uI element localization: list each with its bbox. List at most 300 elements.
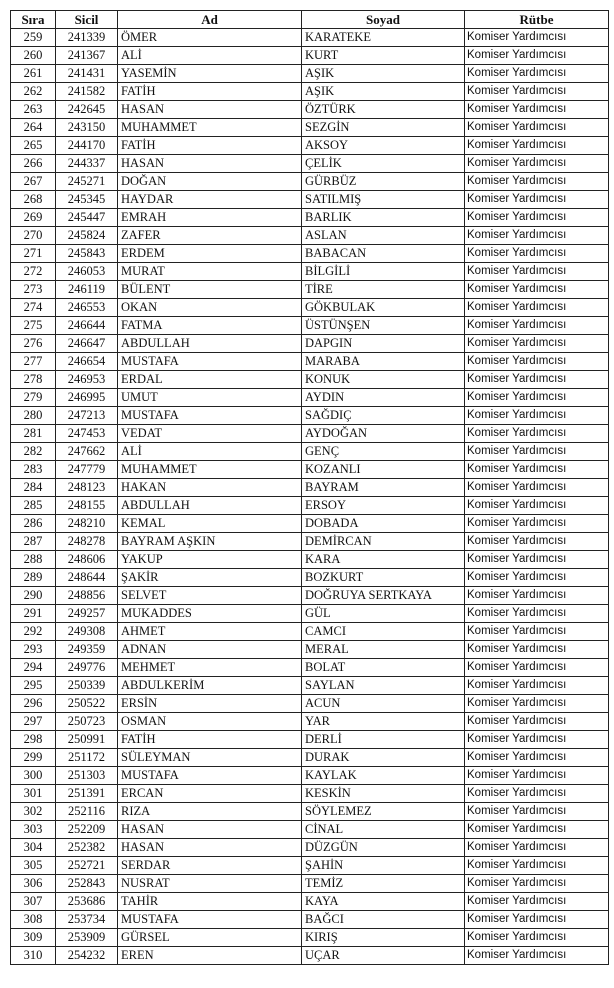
table-row: [11, 137, 609, 155]
cell-rutbe: Komiser Yardımcısı: [465, 713, 609, 731]
table-row: [11, 587, 609, 605]
cell-ad: ABDULKERİM: [118, 677, 302, 695]
cell-ad: KEMAL: [118, 515, 302, 533]
cell-sira: 263: [11, 101, 56, 119]
cell-rutbe: Komiser Yardımcısı: [465, 371, 609, 389]
cell-rutbe: Komiser Yardımcısı: [465, 911, 609, 929]
cell-ad: ERCAN: [118, 785, 302, 803]
cell-rutbe: Komiser Yardımcısı: [465, 677, 609, 695]
cell-rutbe: Komiser Yardımcısı: [465, 497, 609, 515]
cell-ad: HAKAN: [118, 479, 302, 497]
table-body: [11, 29, 609, 965]
cell-sira: 274: [11, 299, 56, 317]
cell-sira: 281: [11, 425, 56, 443]
cell-sira: 276: [11, 335, 56, 353]
table-row: [11, 857, 609, 875]
cell-soyad: BARLIK: [302, 209, 465, 227]
cell-rutbe: Komiser Yardımcısı: [465, 173, 609, 191]
cell-sira: 296: [11, 695, 56, 713]
table-row: [11, 65, 609, 83]
cell-ad: VEDAT: [118, 425, 302, 443]
cell-sira: 269: [11, 209, 56, 227]
cell-rutbe: Komiser Yardımcısı: [465, 461, 609, 479]
cell-soyad: BAYRAM: [302, 479, 465, 497]
cell-sira: 288: [11, 551, 56, 569]
cell-soyad: DÜZGÜN: [302, 839, 465, 857]
cell-ad: EMRAH: [118, 209, 302, 227]
cell-rutbe: Komiser Yardımcısı: [465, 155, 609, 173]
cell-sicil: 246953: [56, 371, 118, 389]
cell-rutbe: Komiser Yardımcısı: [465, 749, 609, 767]
cell-sira: 298: [11, 731, 56, 749]
cell-rutbe: Komiser Yardımcısı: [465, 605, 609, 623]
cell-rutbe: Komiser Yardımcısı: [465, 353, 609, 371]
table-row: [11, 605, 609, 623]
cell-sira: 267: [11, 173, 56, 191]
cell-ad: MUKADDES: [118, 605, 302, 623]
cell-ad: SERDAR: [118, 857, 302, 875]
cell-ad: GÜRSEL: [118, 929, 302, 947]
cell-sira: 272: [11, 263, 56, 281]
cell-sira: 264: [11, 119, 56, 137]
cell-soyad: KESKİN: [302, 785, 465, 803]
cell-rutbe: Komiser Yardımcısı: [465, 821, 609, 839]
cell-soyad: SAĞDIÇ: [302, 407, 465, 425]
cell-ad: MUHAMMET: [118, 461, 302, 479]
cell-sicil: 249257: [56, 605, 118, 623]
cell-ad: HAYDAR: [118, 191, 302, 209]
cell-rutbe: Komiser Yardımcısı: [465, 515, 609, 533]
cell-sicil: 246995: [56, 389, 118, 407]
cell-ad: BAYRAM AŞKIN: [118, 533, 302, 551]
cell-ad: MUHAMMET: [118, 119, 302, 137]
cell-rutbe: Komiser Yardımcısı: [465, 893, 609, 911]
header-sicil: Sicil: [56, 11, 118, 29]
cell-sicil: 247453: [56, 425, 118, 443]
cell-rutbe: Komiser Yardımcısı: [465, 263, 609, 281]
cell-ad: ERDEM: [118, 245, 302, 263]
cell-ad: EREN: [118, 947, 302, 965]
cell-sicil: 241339: [56, 29, 118, 47]
cell-sira: 277: [11, 353, 56, 371]
cell-ad: FATİH: [118, 137, 302, 155]
header-ad: Ad: [118, 11, 302, 29]
cell-rutbe: Komiser Yardımcısı: [465, 857, 609, 875]
cell-sira: 259: [11, 29, 56, 47]
cell-ad: ALİ: [118, 47, 302, 65]
cell-rutbe: Komiser Yardımcısı: [465, 587, 609, 605]
cell-rutbe: Komiser Yardımcısı: [465, 875, 609, 893]
cell-soyad: SÖYLEMEZ: [302, 803, 465, 821]
cell-ad: MEHMET: [118, 659, 302, 677]
cell-rutbe: Komiser Yardımcısı: [465, 101, 609, 119]
cell-ad: ERDAL: [118, 371, 302, 389]
cell-sira: 286: [11, 515, 56, 533]
table-row: [11, 551, 609, 569]
cell-rutbe: Komiser Yardımcısı: [465, 407, 609, 425]
cell-rutbe: Komiser Yardımcısı: [465, 839, 609, 857]
cell-ad: UMUT: [118, 389, 302, 407]
cell-sira: 283: [11, 461, 56, 479]
cell-sicil: 246647: [56, 335, 118, 353]
cell-sicil: 250522: [56, 695, 118, 713]
cell-ad: OSMAN: [118, 713, 302, 731]
cell-sicil: 244170: [56, 137, 118, 155]
table-row: [11, 461, 609, 479]
cell-sicil: 242645: [56, 101, 118, 119]
cell-ad: BÜLENT: [118, 281, 302, 299]
table-row: [11, 353, 609, 371]
table-row: [11, 191, 609, 209]
cell-ad: HASAN: [118, 101, 302, 119]
cell-rutbe: Komiser Yardımcısı: [465, 389, 609, 407]
cell-sira: 262: [11, 83, 56, 101]
cell-sicil: 248123: [56, 479, 118, 497]
cell-sira: 266: [11, 155, 56, 173]
cell-rutbe: Komiser Yardımcısı: [465, 335, 609, 353]
cell-sira: 273: [11, 281, 56, 299]
table-row: [11, 641, 609, 659]
cell-sicil: 252843: [56, 875, 118, 893]
cell-ad: MUSTAFA: [118, 767, 302, 785]
cell-sicil: 245824: [56, 227, 118, 245]
cell-soyad: AYDIN: [302, 389, 465, 407]
cell-soyad: ÖZTÜRK: [302, 101, 465, 119]
cell-soyad: KAYA: [302, 893, 465, 911]
cell-sicil: 253734: [56, 911, 118, 929]
table-row: [11, 659, 609, 677]
cell-soyad: CAMCI: [302, 623, 465, 641]
cell-rutbe: Komiser Yardımcısı: [465, 533, 609, 551]
cell-sicil: 244337: [56, 155, 118, 173]
cell-rutbe: Komiser Yardımcısı: [465, 443, 609, 461]
cell-soyad: TİRE: [302, 281, 465, 299]
cell-sicil: 246119: [56, 281, 118, 299]
cell-sira: 293: [11, 641, 56, 659]
cell-sicil: 250339: [56, 677, 118, 695]
cell-soyad: ÜSTÜNŞEN: [302, 317, 465, 335]
table-row: [11, 713, 609, 731]
table-row: [11, 299, 609, 317]
cell-sira: 282: [11, 443, 56, 461]
cell-sicil: 247779: [56, 461, 118, 479]
cell-sira: 303: [11, 821, 56, 839]
table-row: [11, 119, 609, 137]
cell-rutbe: Komiser Yardımcısı: [465, 425, 609, 443]
cell-ad: ŞAKİR: [118, 569, 302, 587]
table-row: [11, 209, 609, 227]
cell-sicil: 253909: [56, 929, 118, 947]
cell-sicil: 247213: [56, 407, 118, 425]
table-row: [11, 47, 609, 65]
cell-sira: 260: [11, 47, 56, 65]
cell-rutbe: Komiser Yardımcısı: [465, 659, 609, 677]
table-row: [11, 479, 609, 497]
cell-sira: 304: [11, 839, 56, 857]
cell-sira: 305: [11, 857, 56, 875]
cell-sicil: 248278: [56, 533, 118, 551]
cell-ad: ÖMER: [118, 29, 302, 47]
cell-rutbe: Komiser Yardımcısı: [465, 281, 609, 299]
table-row: [11, 83, 609, 101]
table-row: [11, 821, 609, 839]
table-row: [11, 371, 609, 389]
cell-sicil: 248856: [56, 587, 118, 605]
header-sira: Sıra: [11, 11, 56, 29]
cell-sira: 284: [11, 479, 56, 497]
cell-ad: RIZA: [118, 803, 302, 821]
cell-sira: 280: [11, 407, 56, 425]
cell-ad: ABDULLAH: [118, 335, 302, 353]
cell-sira: 292: [11, 623, 56, 641]
table-row: [11, 623, 609, 641]
cell-soyad: DOBADA: [302, 515, 465, 533]
table-row: [11, 155, 609, 173]
cell-soyad: DURAK: [302, 749, 465, 767]
table-row: [11, 911, 609, 929]
cell-sicil: 250991: [56, 731, 118, 749]
table-row: [11, 407, 609, 425]
cell-sicil: 254232: [56, 947, 118, 965]
cell-ad: FATİH: [118, 83, 302, 101]
table-row: [11, 425, 609, 443]
cell-sira: 291: [11, 605, 56, 623]
cell-ad: YAKUP: [118, 551, 302, 569]
cell-sicil: 251303: [56, 767, 118, 785]
cell-rutbe: Komiser Yardımcısı: [465, 65, 609, 83]
cell-sira: 308: [11, 911, 56, 929]
cell-sicil: 252116: [56, 803, 118, 821]
cell-sira: 290: [11, 587, 56, 605]
cell-sicil: 248606: [56, 551, 118, 569]
cell-ad: FATİH: [118, 731, 302, 749]
table-row: [11, 29, 609, 47]
cell-soyad: DAPGIN: [302, 335, 465, 353]
cell-sicil: 246644: [56, 317, 118, 335]
cell-soyad: CİNAL: [302, 821, 465, 839]
cell-sira: 300: [11, 767, 56, 785]
cell-sicil: 245843: [56, 245, 118, 263]
cell-sira: 307: [11, 893, 56, 911]
cell-soyad: GÖKBULAK: [302, 299, 465, 317]
cell-sira: 261: [11, 65, 56, 83]
cell-sicil: 247662: [56, 443, 118, 461]
cell-ad: FATMA: [118, 317, 302, 335]
cell-soyad: ŞAHİN: [302, 857, 465, 875]
cell-soyad: MERAL: [302, 641, 465, 659]
cell-rutbe: Komiser Yardımcısı: [465, 47, 609, 65]
table-header-row: [11, 11, 609, 29]
cell-sira: 278: [11, 371, 56, 389]
cell-sira: 306: [11, 875, 56, 893]
cell-ad: MUSTAFA: [118, 353, 302, 371]
cell-sira: 271: [11, 245, 56, 263]
table-row: [11, 785, 609, 803]
cell-rutbe: Komiser Yardımcısı: [465, 227, 609, 245]
cell-soyad: SAYLAN: [302, 677, 465, 695]
cell-sicil: 248210: [56, 515, 118, 533]
table-row: [11, 263, 609, 281]
cell-sicil: 246654: [56, 353, 118, 371]
cell-ad: ERSİN: [118, 695, 302, 713]
cell-sira: 297: [11, 713, 56, 731]
cell-sira: 299: [11, 749, 56, 767]
table-row: [11, 245, 609, 263]
cell-soyad: DOĞRUYA SERTKAYA: [302, 587, 465, 605]
cell-rutbe: Komiser Yardımcısı: [465, 731, 609, 749]
cell-ad: TAHİR: [118, 893, 302, 911]
table-row: [11, 947, 609, 965]
cell-soyad: KOZANLI: [302, 461, 465, 479]
cell-ad: ADNAN: [118, 641, 302, 659]
cell-sira: 265: [11, 137, 56, 155]
cell-sicil: 251391: [56, 785, 118, 803]
cell-sira: 295: [11, 677, 56, 695]
cell-rutbe: Komiser Yardımcısı: [465, 83, 609, 101]
cell-ad: ALİ: [118, 443, 302, 461]
cell-ad: HASAN: [118, 839, 302, 857]
cell-sicil: 249308: [56, 623, 118, 641]
table-row: [11, 101, 609, 119]
personnel-table: [10, 10, 609, 965]
cell-soyad: KIRIŞ: [302, 929, 465, 947]
cell-soyad: BAĞCI: [302, 911, 465, 929]
cell-soyad: AKSOY: [302, 137, 465, 155]
cell-sicil: 249359: [56, 641, 118, 659]
cell-sira: 310: [11, 947, 56, 965]
table-row: [11, 335, 609, 353]
cell-rutbe: Komiser Yardımcısı: [465, 317, 609, 335]
cell-ad: HASAN: [118, 821, 302, 839]
cell-soyad: ÇELİK: [302, 155, 465, 173]
cell-sicil: 246053: [56, 263, 118, 281]
table-row: [11, 227, 609, 245]
cell-sira: 309: [11, 929, 56, 947]
cell-soyad: KONUK: [302, 371, 465, 389]
cell-rutbe: Komiser Yardımcısı: [465, 947, 609, 965]
cell-sicil: 246553: [56, 299, 118, 317]
cell-rutbe: Komiser Yardımcısı: [465, 119, 609, 137]
cell-sicil: 248644: [56, 569, 118, 587]
table-row: [11, 173, 609, 191]
cell-ad: DOĞAN: [118, 173, 302, 191]
cell-ad: ZAFER: [118, 227, 302, 245]
cell-ad: ABDULLAH: [118, 497, 302, 515]
cell-ad: HASAN: [118, 155, 302, 173]
cell-soyad: KAYLAK: [302, 767, 465, 785]
cell-soyad: MARABA: [302, 353, 465, 371]
table-row: [11, 677, 609, 695]
cell-soyad: ACUN: [302, 695, 465, 713]
cell-rutbe: Komiser Yardımcısı: [465, 623, 609, 641]
cell-rutbe: Komiser Yardımcısı: [465, 785, 609, 803]
header-soyad: Soyad: [302, 11, 465, 29]
cell-rutbe: Komiser Yardımcısı: [465, 767, 609, 785]
cell-soyad: KARA: [302, 551, 465, 569]
cell-sira: 287: [11, 533, 56, 551]
cell-sira: 270: [11, 227, 56, 245]
cell-sicil: 249776: [56, 659, 118, 677]
cell-soyad: ASLAN: [302, 227, 465, 245]
header-rutbe: Rütbe: [465, 11, 609, 29]
table-row: [11, 893, 609, 911]
cell-rutbe: Komiser Yardımcısı: [465, 929, 609, 947]
cell-sicil: 245271: [56, 173, 118, 191]
table-row: [11, 839, 609, 857]
cell-rutbe: Komiser Yardımcısı: [465, 695, 609, 713]
cell-sicil: 252209: [56, 821, 118, 839]
cell-rutbe: Komiser Yardımcısı: [465, 803, 609, 821]
cell-ad: SELVET: [118, 587, 302, 605]
cell-sira: 275: [11, 317, 56, 335]
table-row: [11, 875, 609, 893]
table-row: [11, 803, 609, 821]
cell-ad: OKAN: [118, 299, 302, 317]
cell-rutbe: Komiser Yardımcısı: [465, 209, 609, 227]
table-row: [11, 497, 609, 515]
cell-soyad: GÜL: [302, 605, 465, 623]
table-row: [11, 569, 609, 587]
cell-sira: 279: [11, 389, 56, 407]
table-row: [11, 281, 609, 299]
table-row: [11, 929, 609, 947]
cell-sira: 285: [11, 497, 56, 515]
cell-soyad: AŞIK: [302, 83, 465, 101]
cell-ad: AHMET: [118, 623, 302, 641]
cell-ad: NUSRAT: [118, 875, 302, 893]
cell-rutbe: Komiser Yardımcısı: [465, 29, 609, 47]
cell-rutbe: Komiser Yardımcısı: [465, 191, 609, 209]
table-row: [11, 443, 609, 461]
cell-rutbe: Komiser Yardımcısı: [465, 641, 609, 659]
cell-sira: 268: [11, 191, 56, 209]
cell-sicil: 241582: [56, 83, 118, 101]
cell-soyad: DEMİRCAN: [302, 533, 465, 551]
cell-soyad: TEMİZ: [302, 875, 465, 893]
cell-sira: 301: [11, 785, 56, 803]
cell-ad: SÜLEYMAN: [118, 749, 302, 767]
cell-sira: 294: [11, 659, 56, 677]
table-row: [11, 767, 609, 785]
cell-sicil: 252721: [56, 857, 118, 875]
cell-sicil: 245447: [56, 209, 118, 227]
cell-sicil: 252382: [56, 839, 118, 857]
cell-sicil: 245345: [56, 191, 118, 209]
table-row: [11, 515, 609, 533]
cell-ad: MURAT: [118, 263, 302, 281]
cell-sicil: 241367: [56, 47, 118, 65]
cell-sicil: 250723: [56, 713, 118, 731]
table-row: [11, 731, 609, 749]
table-row: [11, 317, 609, 335]
cell-soyad: SEZGİN: [302, 119, 465, 137]
cell-soyad: BOLAT: [302, 659, 465, 677]
cell-soyad: UÇAR: [302, 947, 465, 965]
table-row: [11, 695, 609, 713]
cell-soyad: YAR: [302, 713, 465, 731]
cell-sira: 302: [11, 803, 56, 821]
cell-soyad: KARATEKE: [302, 29, 465, 47]
cell-soyad: GENÇ: [302, 443, 465, 461]
table-row: [11, 749, 609, 767]
cell-soyad: ERSOY: [302, 497, 465, 515]
cell-soyad: AYDOĞAN: [302, 425, 465, 443]
cell-soyad: DERLİ: [302, 731, 465, 749]
cell-rutbe: Komiser Yardımcısı: [465, 137, 609, 155]
cell-rutbe: Komiser Yardımcısı: [465, 245, 609, 263]
cell-rutbe: Komiser Yardımcısı: [465, 299, 609, 317]
cell-sicil: 251172: [56, 749, 118, 767]
